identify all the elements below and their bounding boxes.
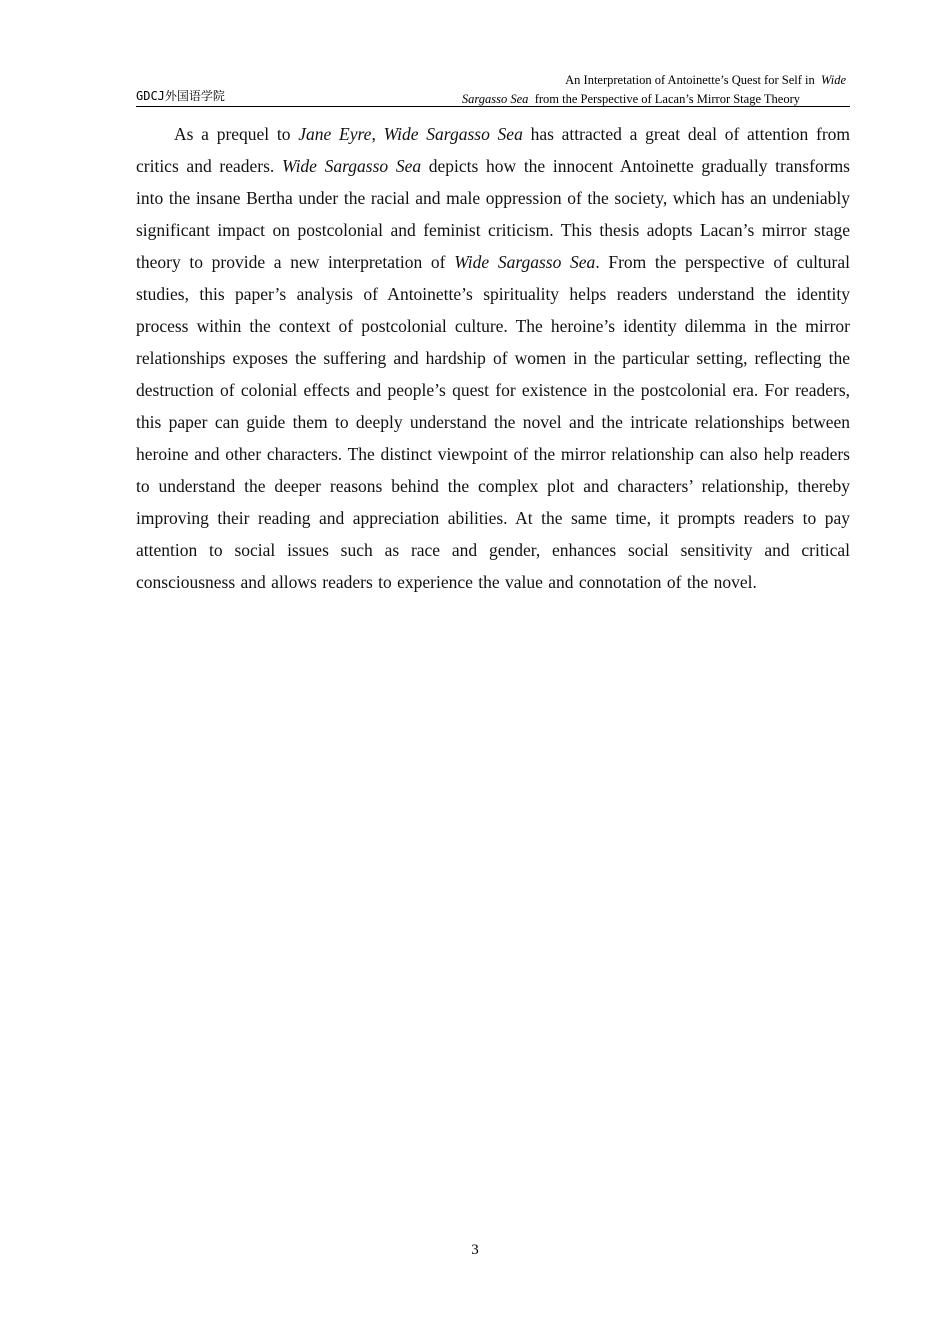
body-paragraph: As a prequel to Jane Eyre, Wide Sargasso Sea has attracted a great deal of attention from critics and readers. Wide Sargasso Sea depicts how the innocent Antoinette gradually transforms into the insane Bertha under the racial and male oppression of the society, which has an undeniably significant impact on postcolonial and feminist criticism. This thesis adopts Lacan’s mirror stage theory to provide a new interpretation of Wide Sargasso Sea. From the perspective of cultural studies, this paper’s analysis of Antoinette’s spirituality helps readers understand the identity process within the context of postcolonial culture. The heroine’s identity dilemma in the mirror relationships exposes the suffering and hardship of women in the particular setting, reflecting the destruction of colonial effects and people’s quest for existence in the postcolonial era. For readers, this paper can guide them to deeply understand the novel and the intricate relationships between heroine and other characters. The distinct viewpoint of the mirror relationship can also help readers to understand the deeper reasons behind the complex plot and characters’ relationship, thereby improving their reading and appreciation abilities. At the same time, it prompts readers to pay attention to social issues such as race and gender, enhances social sensitivity and critical consciousness and allows readers to experience the value and connotation of the novel. bbox=[136, 124, 851, 592]
header-title-line1: An Interpretation of Antoinette’s Quest for Self in Wide bbox=[565, 73, 846, 87]
header-title-line2: Sargasso Sea from the Perspective of Lacan’s Mirror Stage Theory bbox=[461, 92, 800, 106]
page-number: 3 bbox=[471, 1242, 479, 1258]
header-institution: GDCJ外国语学院 bbox=[136, 89, 225, 103]
title-wide-sargasso-sea: Wide Sargasso Sea bbox=[454, 252, 596, 272]
title-jane-eyre: Jane Eyre bbox=[298, 124, 372, 144]
title-wide-sargasso-sea: Wide Sargasso Sea bbox=[383, 124, 523, 144]
title-wide-sargasso-sea: Wide Sargasso Sea bbox=[281, 156, 422, 176]
header-title bbox=[396, 71, 846, 109]
page-header bbox=[136, 68, 850, 107]
